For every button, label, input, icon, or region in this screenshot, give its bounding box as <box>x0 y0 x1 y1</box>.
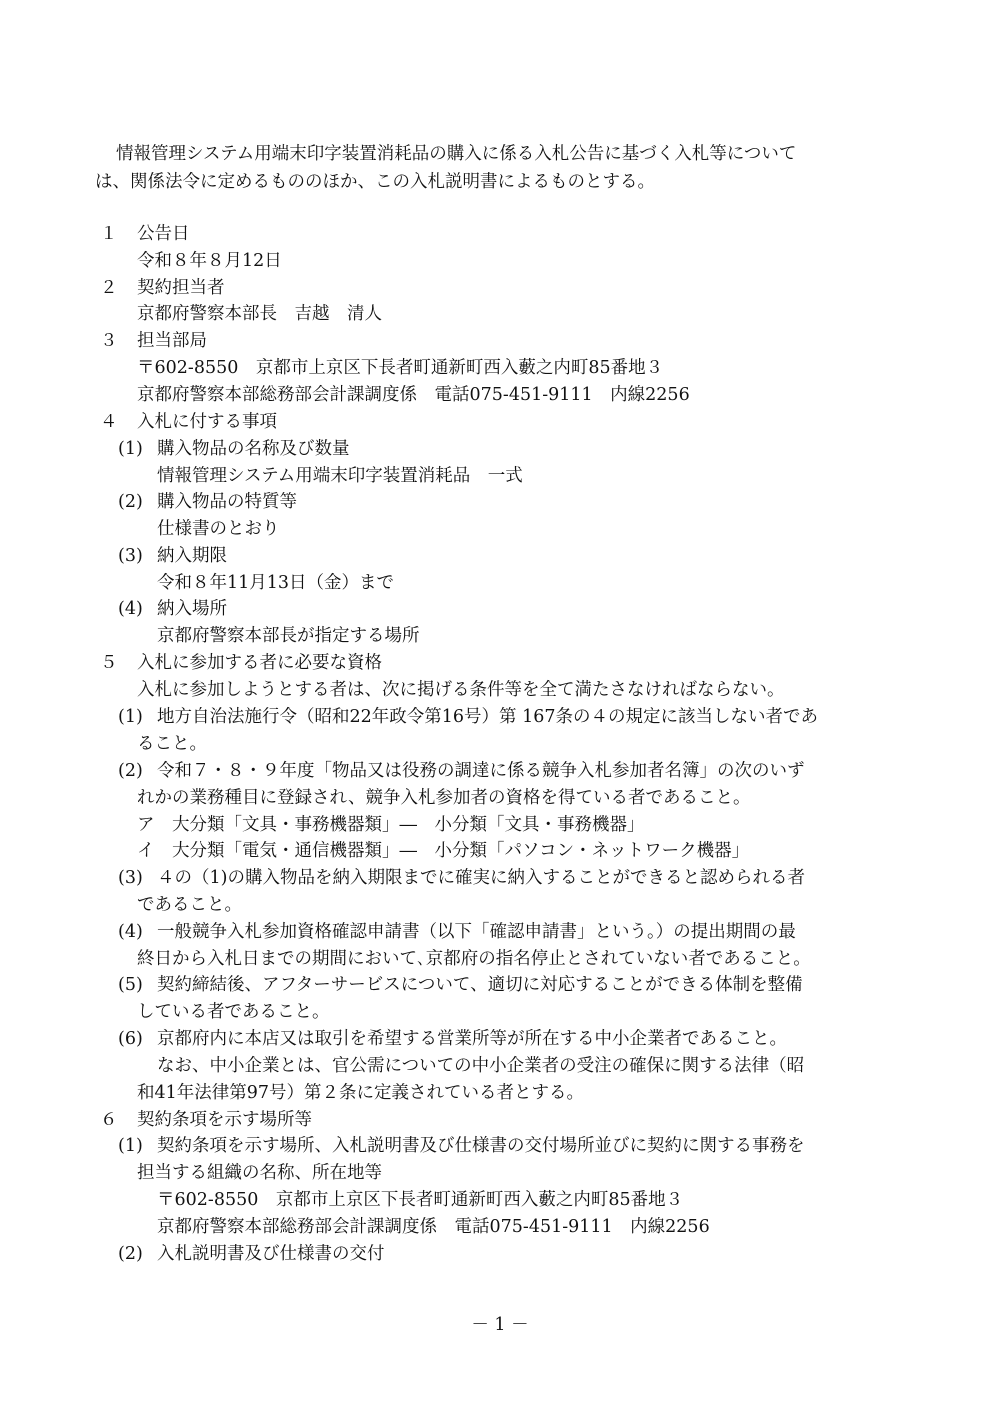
section-2-number: ２ <box>100 278 118 298</box>
section-5-item-5-line-1: 契約締結後、アフターサービスについて、適切に対応することができる体制を整備 <box>157 975 803 995</box>
section-3-number: ３ <box>100 331 118 351</box>
section-4-number: ４ <box>100 412 118 432</box>
section-5-item-3-line-1: ４の（1)の購入物品を納入期限までに確実に納入することができると認められる者 <box>157 868 805 888</box>
section-3-title: 担当部局 <box>137 331 207 351</box>
section-5-item-2-option-i: イ 大分類「電気・通信機器類」― 小分類「パソコン・ネットワーク機器」 <box>137 841 750 861</box>
section-5-item-1-line-2: ること。 <box>137 734 207 754</box>
section-5-item-3-line-2: であること。 <box>137 895 242 915</box>
section-5-item-2-number: (2) <box>118 761 143 781</box>
section-5-item-6-number: (6) <box>118 1029 143 1049</box>
section-4-title: 入札に付する事項 <box>137 412 277 432</box>
section-5-item-1-line-1: 地方自治法施行令（昭和22年政令第16号）第 167条の４の規定に該当しない者であ <box>157 707 818 727</box>
section-5-item-2-line-1: 令和７・８・９年度「物品又は役務の調達に係る競争入札参加者名簿」の次のいず <box>157 761 805 781</box>
section-5-item-6-line-2: なお、中小企業とは、官公需についての中小企業者の受注の確保に関する法律（昭 <box>157 1056 805 1076</box>
section-4-item-2-number: (2) <box>118 492 143 512</box>
section-6-item-2-number: (2) <box>118 1244 143 1264</box>
section-5-title: 入札に参加する者に必要な資格 <box>137 653 382 673</box>
section-4-item-1-number: (1) <box>118 439 143 459</box>
section-4-item-4-number: (4) <box>118 599 143 619</box>
section-1-body: 令和８年８月12日 <box>137 251 282 271</box>
section-2-title: 契約担当者 <box>137 278 225 298</box>
section-5-item-1-number: (1) <box>118 707 143 727</box>
section-4-item-3-body: 令和８年11月13日（金）まで <box>157 573 395 593</box>
section-1-number: １ <box>100 224 118 244</box>
section-2-body: 京都府警察本部長 吉越 清人 <box>137 304 382 324</box>
section-4-item-4-body: 京都府警察本部長が指定する場所 <box>157 626 420 646</box>
section-5-item-5-number: (5) <box>118 975 143 995</box>
section-5-item-4-line-2: 終日から入札日までの期間において､京都府の指名停止とされていない者であること。 <box>137 949 811 969</box>
section-5-item-5-line-2: している者であること。 <box>137 1002 330 1022</box>
section-4-item-3-number: (3) <box>118 546 143 566</box>
section-4-item-4-title: 納入場所 <box>157 599 227 619</box>
section-6-item-1-office: 京都府警察本部総務部会計課調度係 電話075-451-9111 内線2256 <box>157 1217 710 1237</box>
section-5-item-3-number: (3) <box>118 868 143 888</box>
section-6-item-2-title: 入札説明書及び仕様書の交付 <box>157 1244 385 1264</box>
section-5-item-4-line-1: 一般競争入札参加資格確認申請書（以下「確認申請書」という。）の提出期間の最 <box>157 922 796 942</box>
section-5-number: ５ <box>100 653 118 673</box>
section-4-item-2-title: 購入物品の特質等 <box>157 492 297 512</box>
section-6-title: 契約条項を示す場所等 <box>137 1110 312 1130</box>
section-4-item-1-body: 情報管理システム用端末印字装置消耗品 一式 <box>157 466 523 486</box>
section-4-item-3-title: 納入期限 <box>157 546 227 566</box>
section-3-address: 〒602-8550 京都市上京区下長者町通新町西入藪之内町85番地３ <box>137 358 664 378</box>
section-5-item-4-number: (4) <box>118 922 143 942</box>
section-6-item-1-number: (1) <box>118 1136 143 1156</box>
section-4-item-1-title: 購入物品の名称及び数量 <box>157 439 350 459</box>
section-5-item-2-line-2: れかの業務種目に登録され、競争入札参加者の資格を得ている者であること。 <box>137 788 751 808</box>
section-6-item-1-address: 〒602-8550 京都市上京区下長者町通新町西入藪之内町85番地３ <box>157 1190 684 1210</box>
section-6-item-1-line-1: 契約条項を示す場所、入札説明書及び仕様書の交付場所並びに契約に関する事務を <box>157 1136 805 1156</box>
section-6-item-1-line-2: 担当する組織の名称、所在地等 <box>137 1163 382 1183</box>
section-4-item-2-body: 仕様書のとおり <box>157 519 280 539</box>
section-5-item-6-line-1: 京都府内に本店又は取引を希望する営業所等が所在する中小企業者であること。 <box>157 1029 787 1049</box>
section-3-office: 京都府警察本部総務部会計課調度係 電話075-451-9111 内線2256 <box>137 385 690 405</box>
section-5-item-2-option-a: ア 大分類「文具・事務機器類」― 小分類「文具・事務機器」 <box>137 815 645 835</box>
section-6-number: ６ <box>100 1110 118 1130</box>
page-number: － 1 － <box>471 1315 529 1335</box>
section-5-lead: 入札に参加しようとする者は、次に掲げる条件等を全て満たさなければならない。 <box>137 680 785 700</box>
intro-line-2: は、関係法令に定めるもののほか、この入札説明書によるものとする。 <box>95 172 655 192</box>
section-5-item-6-line-3: 和41年法律第97号）第２条に定義されている者とする。 <box>137 1083 585 1103</box>
intro-line-1: 情報管理システム用端末印字装置消耗品の購入に係る入札公告に基づく入札等について <box>116 144 797 164</box>
section-1-title: 公告日 <box>137 224 190 244</box>
